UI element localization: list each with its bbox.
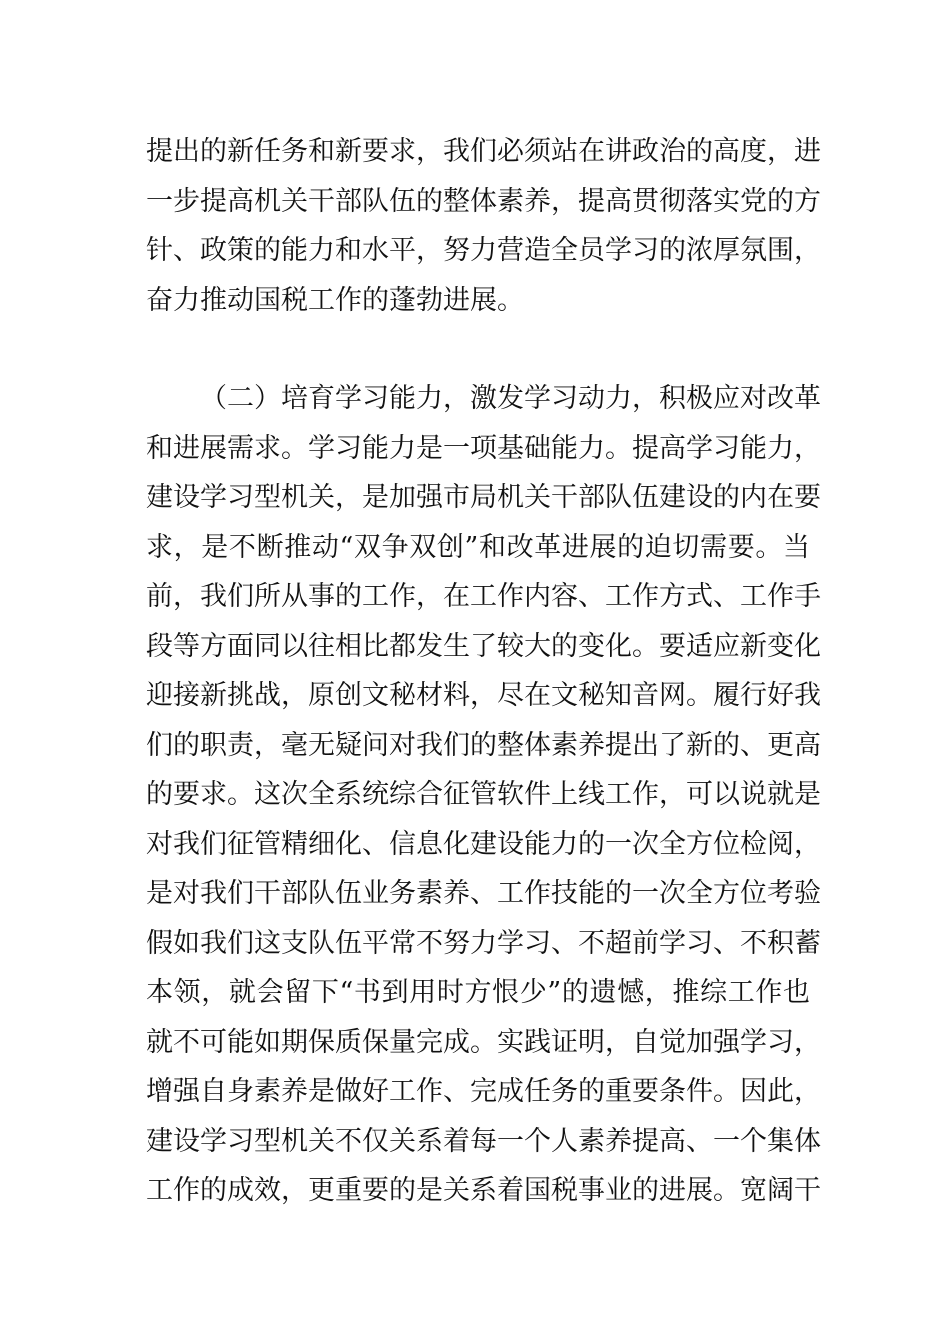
text-line: 就不可能如期保质保量完成。实践证明，自觉加强学习， xyxy=(146,1026,821,1058)
text-line: 前，我们所从事的工作，在工作内容、工作方式、工作手 xyxy=(146,581,821,612)
text-line: 迎接新挑战，原创文秘材料，尽在文秘知音网。履行好我 xyxy=(146,680,821,711)
text-line: 奋力推动国税工作的蓬勃进展。 xyxy=(146,284,524,316)
paragraph-continuation xyxy=(146,127,821,325)
paragraph-section-two xyxy=(146,374,821,1216)
text-line: 是对我们干部队伍业务素养、工作技能的一次全方位考验 xyxy=(146,878,821,909)
text-line: 和进展需求。学习能力是一项基础能力。提高学习能力， xyxy=(146,432,821,464)
text-line: 建设学习型机关，是加强市局机关干部队伍建设的内在要 xyxy=(146,482,821,513)
text-line: 针、政策的能力和水平，努力营造全员学习的浓厚氛围， xyxy=(146,235,821,266)
text-line: 增强自身素养是做好工作、完成任务的重要条件。因此， xyxy=(146,1076,821,1107)
text-line: 求，是不断推动“双争双创”和改革进展的迫切需要。当 xyxy=(146,531,810,563)
text-line: 工作的成效，更重要的是关系着国税事业的进展。宽阔干 xyxy=(146,1175,821,1206)
text-line: 提出的新任务和新要求，我们必须站在讲政治的高度，进 xyxy=(146,136,821,167)
text-line: 段等方面同以往相比都发生了较大的变化。要适应新变化 xyxy=(146,630,821,662)
text-line: 假如我们这支队伍平常不努力学习、不超前学习、不积蓄 xyxy=(146,927,821,959)
text-line: 对我们征管精细化、信息化建设能力的一次全方位检阅， xyxy=(146,828,821,860)
text-line: 本领，就会留下“书到用时方恨少”的遗憾，推综工作也 xyxy=(146,977,810,1008)
text-line: 的要求。这次全系统综合征管软件上线工作，可以说就是 xyxy=(146,779,821,810)
text-line: 们的职责，毫无疑问对我们的整体素养提出了新的、更高 xyxy=(146,729,821,761)
text-line: 建设学习型机关不仅关系着每一个人素养提高、一个集体 xyxy=(146,1125,821,1157)
text-line: 一步提高机关干部队伍的整体素养，提高贯彻落实党的方 xyxy=(146,185,821,217)
section-heading-line: （二）培育学习能力，激发学习动力，积极应对改革 xyxy=(200,383,821,414)
